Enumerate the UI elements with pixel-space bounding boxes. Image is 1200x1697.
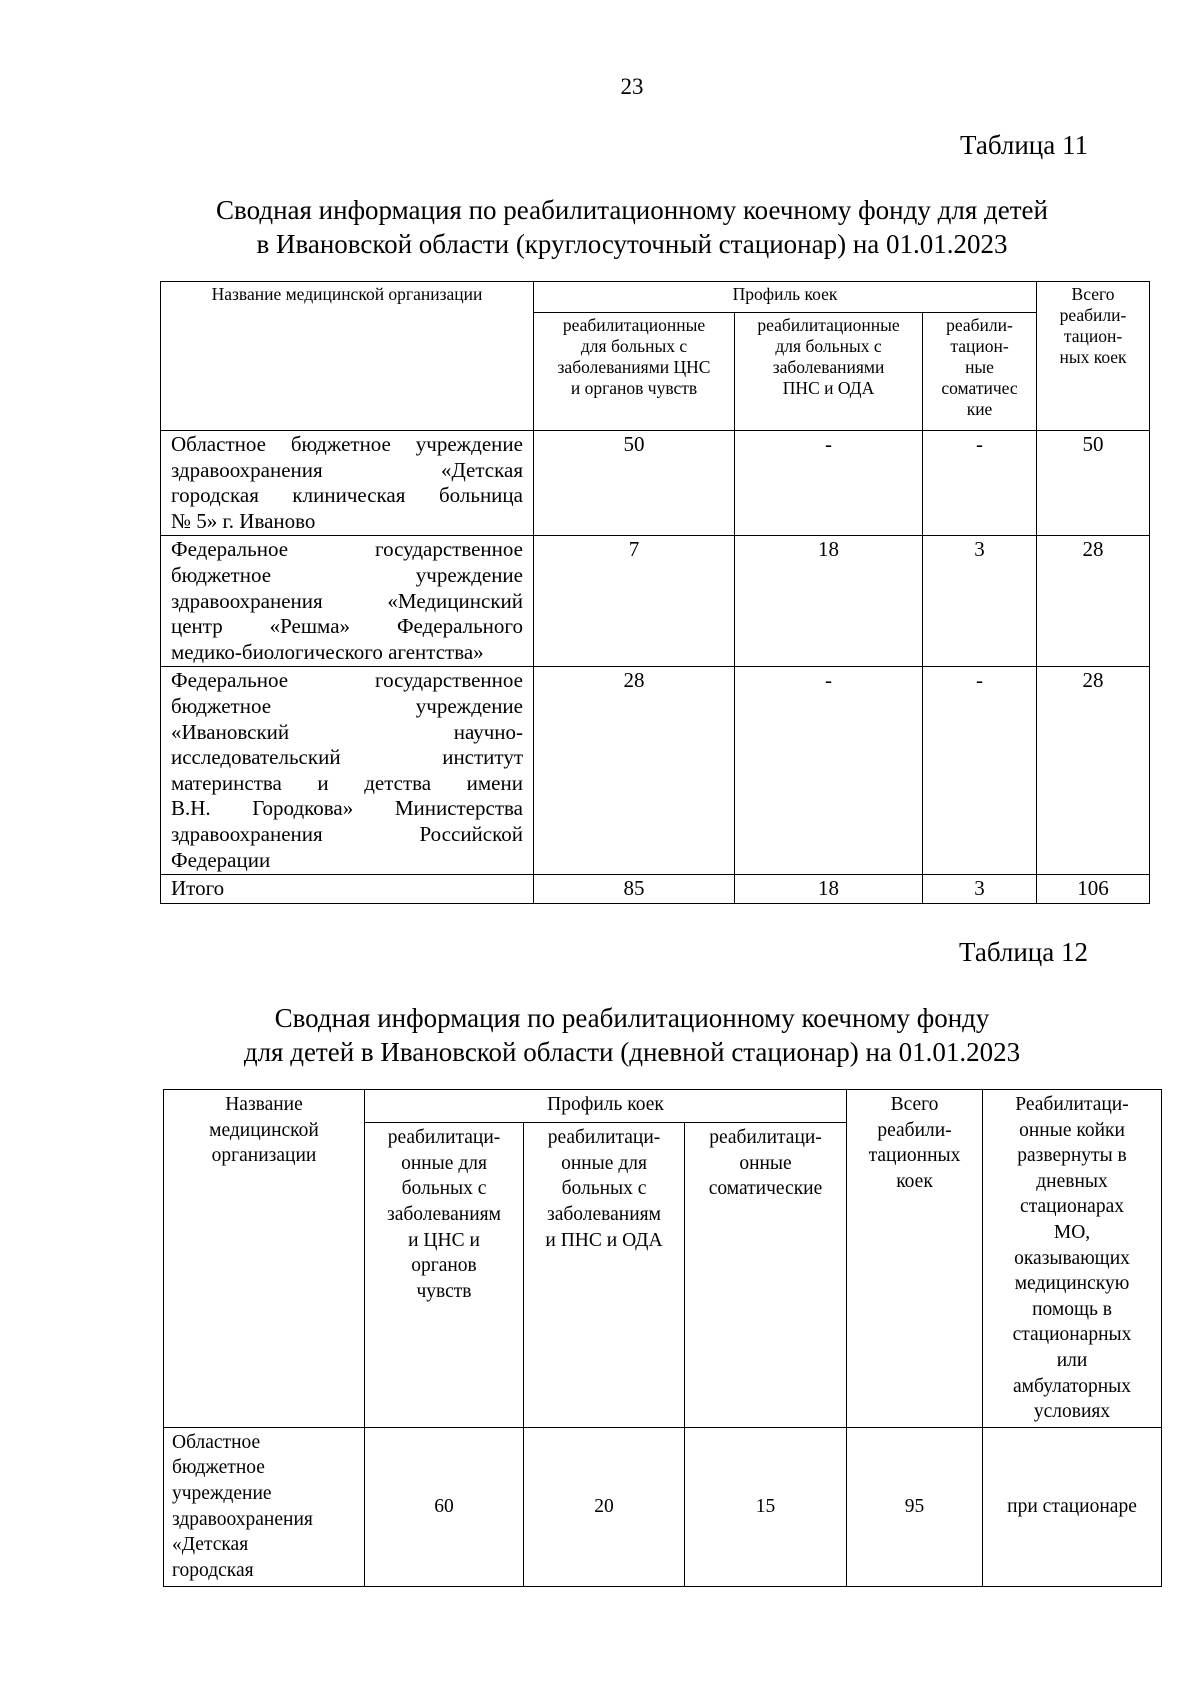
org-name xyxy=(161,431,534,536)
header-bed-profile: Профиль коек xyxy=(365,1090,847,1123)
somatic-value: 3 xyxy=(923,536,1037,667)
name-word: центр xyxy=(171,614,223,639)
name-word: бюджетное xyxy=(171,562,272,587)
table-row xyxy=(164,1427,1162,1587)
name-line xyxy=(171,458,523,484)
name-line: Федерации xyxy=(171,847,271,872)
name-word: Федеральное xyxy=(171,537,289,562)
header-line: ных коек xyxy=(1059,347,1127,367)
header-cns-beds xyxy=(534,313,735,431)
header-line: коек xyxy=(896,1170,933,1192)
header-line: и ЦНС и xyxy=(408,1229,480,1251)
header-pns-beds xyxy=(735,313,923,431)
name-word: и xyxy=(317,770,329,795)
name-word: государственное xyxy=(374,668,523,693)
name-word: учреждение xyxy=(415,693,523,718)
name-word: учреждение xyxy=(415,432,523,456)
header-line: медицинской xyxy=(209,1119,319,1141)
name-word: городская xyxy=(171,483,259,508)
name-line: медико-биологического агентства» xyxy=(171,639,484,664)
header-line: Всего xyxy=(890,1094,939,1115)
header-line: оказывающих xyxy=(1014,1247,1130,1269)
header-line: развернуты в xyxy=(1017,1145,1127,1167)
name-word: Министерства xyxy=(394,796,523,821)
header-line: Название xyxy=(225,1094,303,1115)
name-word: больница xyxy=(438,483,523,508)
table-11-title xyxy=(0,193,1200,261)
total-value: 50 xyxy=(1037,431,1150,536)
header-line: амбулаторных xyxy=(1013,1375,1132,1397)
name-line xyxy=(171,589,523,615)
cns-total: 85 xyxy=(534,875,735,904)
header-line: онные xyxy=(739,1152,792,1174)
table-12-title-line: Сводная информация по реабилитационному коечному фонду xyxy=(274,1003,990,1033)
table-row xyxy=(161,667,1150,875)
cns-value: 50 xyxy=(534,431,735,536)
name-word: научно- xyxy=(453,719,523,744)
name-line xyxy=(171,694,523,720)
pns-value: - xyxy=(735,667,923,875)
name-line xyxy=(171,771,523,797)
header-line: Всего xyxy=(1071,284,1115,304)
name-line xyxy=(171,563,523,589)
name-word: В.Н. xyxy=(171,796,211,821)
header-somatic-beds xyxy=(923,313,1037,431)
header-line: соматические xyxy=(708,1178,823,1200)
name-line xyxy=(171,537,523,563)
deployed-value: при стационаре xyxy=(983,1427,1162,1587)
header-line: чувств xyxy=(416,1280,472,1302)
name-word: «Детская xyxy=(440,457,523,482)
name-line xyxy=(171,668,523,694)
header-line: заболеваниями ЦНС xyxy=(557,357,711,377)
header-total-beds xyxy=(847,1090,983,1428)
table-11-title-line: Сводная информация по реабилитационному коечному фонду для детей xyxy=(216,195,1048,225)
total-label: Итого xyxy=(161,875,534,904)
header-line: ные xyxy=(965,357,994,377)
name-word: бюджетное xyxy=(290,432,391,456)
header-cns-beds xyxy=(365,1123,524,1427)
cns-value: 28 xyxy=(534,667,735,875)
name-line xyxy=(171,614,523,640)
header-line: онные койки xyxy=(1019,1119,1125,1141)
table-total-row xyxy=(161,875,1150,904)
table-11-title-line: в Ивановской области (круглосуточный стационар) на 01.01.2023 xyxy=(256,229,1008,259)
name-line: Областное xyxy=(172,1431,261,1453)
org-name xyxy=(161,667,534,875)
name-word: Городкова» xyxy=(252,796,354,821)
header-total-beds xyxy=(1037,282,1150,431)
total-value: 28 xyxy=(1037,536,1150,667)
pns-total: 18 xyxy=(735,875,923,904)
header-somatic-beds xyxy=(685,1123,847,1427)
header-line: органов xyxy=(411,1255,477,1277)
header-line: заболеваниям xyxy=(387,1204,501,1226)
somatic-total: 3 xyxy=(923,875,1037,904)
table-12-title-line: для детей в Ивановской области (дневной стационар) на 01.01.2023 xyxy=(243,1037,1021,1067)
header-line: и органов чувств xyxy=(570,378,698,398)
name-line xyxy=(171,432,523,458)
header-line: стационарах xyxy=(1020,1196,1124,1218)
cns-value: 60 xyxy=(365,1427,524,1587)
name-word: «Решма» xyxy=(269,614,351,639)
header-line: тацион- xyxy=(950,336,1009,356)
name-line xyxy=(171,483,523,509)
header-line: реабилитаци- xyxy=(547,1127,661,1149)
header-line: медицинскую xyxy=(1014,1273,1130,1295)
somatic-value: - xyxy=(923,431,1037,536)
name-line xyxy=(171,796,523,822)
name-line: № 5» г. Иваново xyxy=(171,508,316,533)
header-line: МО, xyxy=(1053,1221,1091,1243)
name-word: Федерального xyxy=(396,614,523,639)
table-11 xyxy=(160,281,1150,904)
header-line: онные для xyxy=(401,1152,487,1174)
header-line: для больных с xyxy=(580,336,688,356)
name-word: государственное xyxy=(374,537,523,562)
total-value: 95 xyxy=(847,1427,983,1587)
header-line: больных с xyxy=(561,1178,647,1200)
name-word: Федеральное xyxy=(171,668,289,693)
page-number: 23 xyxy=(620,74,644,99)
grand-total: 106 xyxy=(1037,875,1150,904)
header-line: реабилитационные xyxy=(757,315,900,335)
org-name xyxy=(164,1427,365,1587)
table-12 xyxy=(163,1089,1162,1587)
somatic-value: 15 xyxy=(685,1427,847,1587)
name-word: клиническая xyxy=(292,483,406,508)
header-bed-profile: Профиль коек xyxy=(534,282,1037,313)
name-line: учреждение xyxy=(172,1482,272,1504)
name-word: институт xyxy=(442,745,523,770)
name-line: «Детская xyxy=(172,1534,249,1556)
name-word: детства xyxy=(364,770,432,795)
somatic-value: - xyxy=(923,667,1037,875)
header-line: дневных xyxy=(1036,1170,1108,1192)
org-name xyxy=(161,536,534,667)
name-line xyxy=(171,822,523,848)
table-row xyxy=(161,431,1150,536)
name-word: бюджетное xyxy=(171,693,272,718)
name-line xyxy=(171,720,523,746)
table-12-label: Таблица 12 xyxy=(959,937,1088,967)
header-line: заболеваниями xyxy=(772,357,885,377)
pns-value: 18 xyxy=(735,536,923,667)
name-word: здравоохранения xyxy=(171,457,323,482)
name-word: Российской xyxy=(419,821,523,846)
header-line: тацион- xyxy=(1063,326,1123,346)
header-line: стационарных xyxy=(1012,1324,1132,1346)
header-line: Реабилитаци- xyxy=(1015,1094,1129,1115)
name-word: исследовательский xyxy=(171,745,341,770)
name-line: здравоохранения xyxy=(172,1508,313,1530)
header-pns-beds xyxy=(524,1123,685,1427)
header-line: тационных xyxy=(868,1145,961,1167)
header-line: реабилитаци- xyxy=(709,1127,822,1149)
cns-value: 7 xyxy=(534,536,735,667)
name-word: «Ивановский xyxy=(171,719,290,744)
header-line: помощь в xyxy=(1032,1298,1112,1320)
name-line: бюджетное xyxy=(172,1457,265,1479)
name-word: имени xyxy=(466,770,523,795)
header-line: реабили- xyxy=(877,1119,952,1141)
pns-value: 20 xyxy=(524,1427,685,1587)
name-word: здравоохранения xyxy=(171,821,323,846)
name-word: здравоохранения xyxy=(171,588,323,613)
table-row xyxy=(161,536,1150,667)
header-line: для больных с xyxy=(775,336,882,356)
header-line: реабили- xyxy=(946,315,1013,335)
table-12-title xyxy=(0,1001,1200,1069)
name-line xyxy=(171,745,523,771)
header-line: заболеваниям xyxy=(547,1204,661,1226)
header-line: онные для xyxy=(561,1152,647,1174)
header-line: реабилитаци- xyxy=(387,1127,501,1149)
header-org-name: Название медицинской организации xyxy=(161,282,534,431)
header-line: условиях xyxy=(1033,1401,1111,1423)
header-line: кие xyxy=(966,399,993,419)
header-deployed xyxy=(983,1090,1162,1428)
header-line: реабили- xyxy=(1059,305,1127,325)
header-line: и ПНС и ОДА xyxy=(545,1229,663,1251)
name-word: Областное xyxy=(171,432,266,456)
table-11-label: Таблица 11 xyxy=(960,130,1088,160)
header-line: реабилитационные xyxy=(562,315,706,335)
header-line: ПНС и ОДА xyxy=(782,378,875,398)
header-line: или xyxy=(1056,1349,1088,1371)
name-word: учреждение xyxy=(415,562,523,587)
name-word: «Медицинский xyxy=(387,588,523,613)
name-line: городская xyxy=(172,1559,254,1581)
header-org-name xyxy=(164,1090,365,1428)
header-line: организации xyxy=(211,1145,317,1167)
name-word: материнства xyxy=(171,770,282,795)
pns-value: - xyxy=(735,431,923,536)
header-line: больных с xyxy=(401,1178,487,1200)
total-value: 28 xyxy=(1037,667,1150,875)
header-line: соматичес xyxy=(941,378,1018,398)
